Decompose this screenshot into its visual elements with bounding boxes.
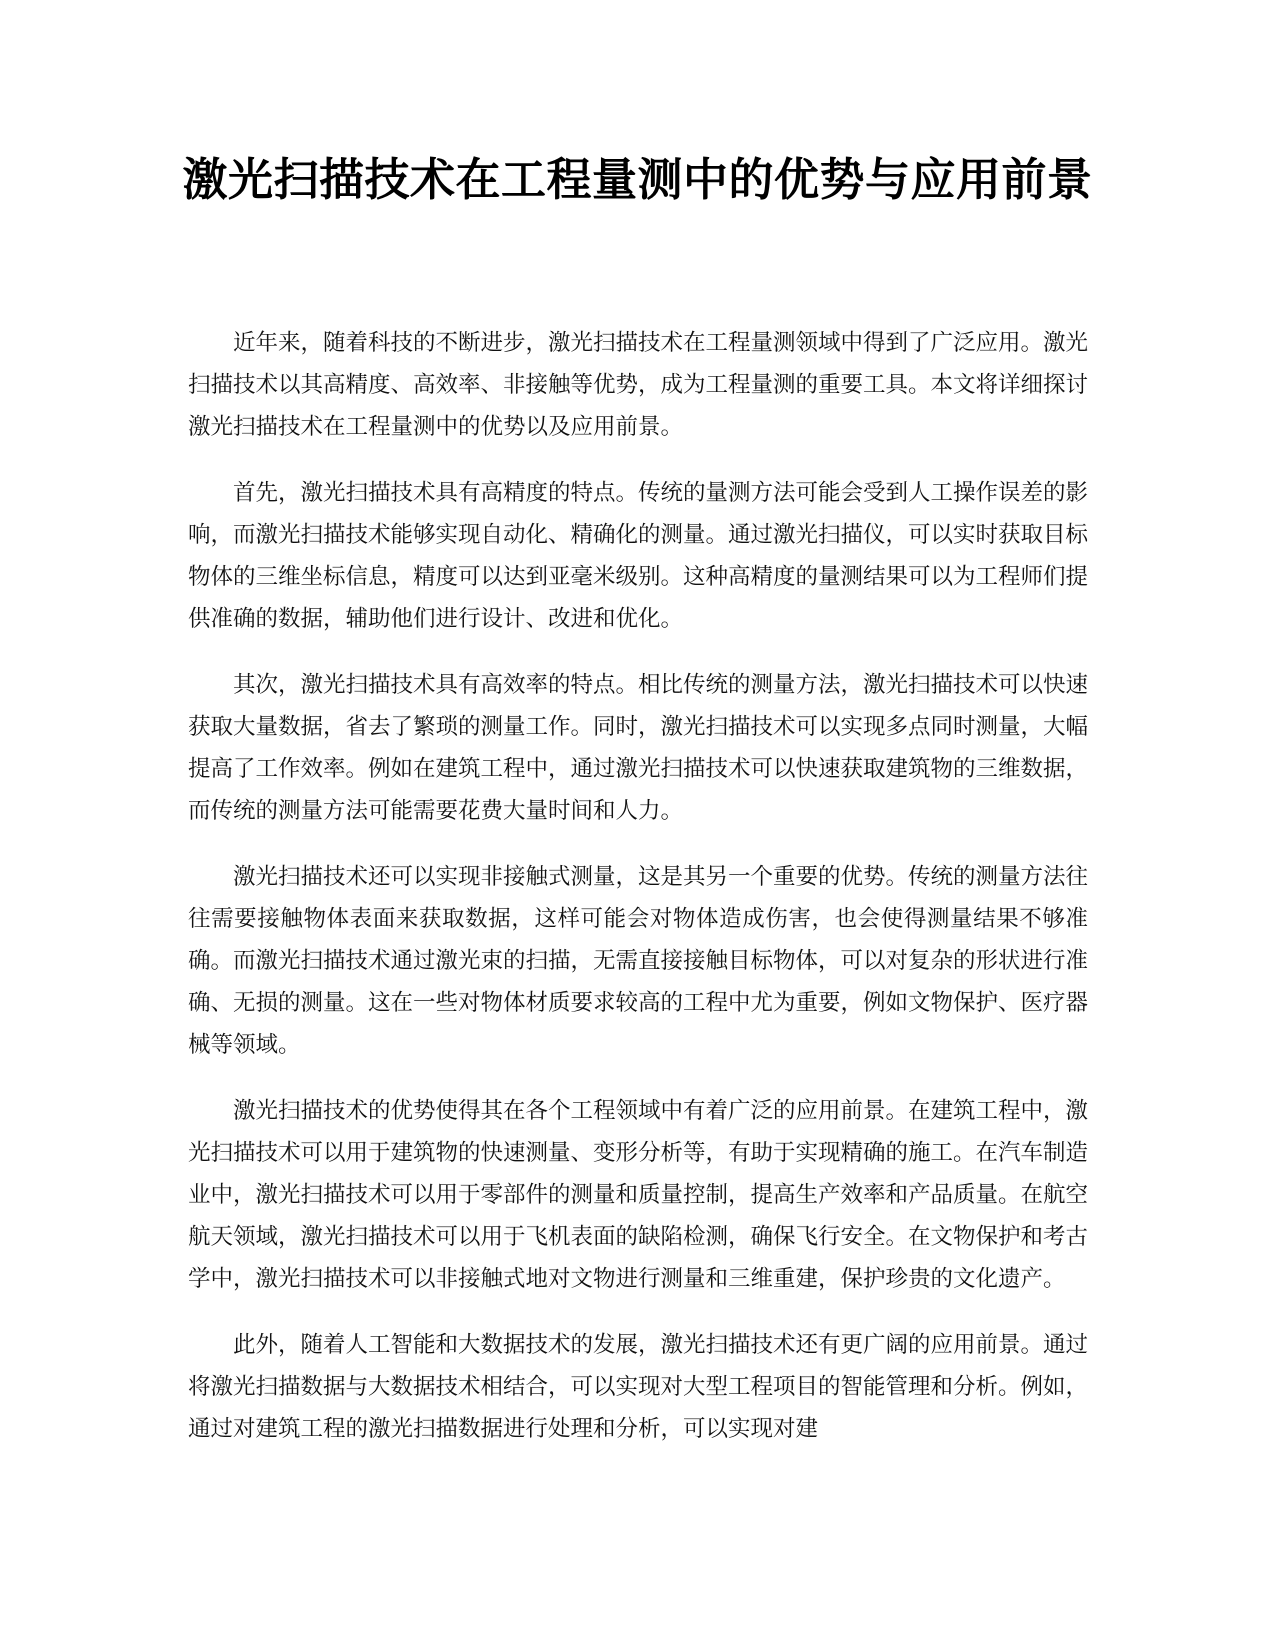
- paragraph-high-efficiency: 其次，激光扫描技术具有高效率的特点。相比传统的测量方法，激光扫描技术可以快速获取大量数据，省去了繁琐的测量工作。同时，激光扫描技术可以实现多点同时测量，大幅提高了工作效率。例如在建筑工程中，通过激光扫描技术可以快速获取建筑物的三维数据，而传统的测量方法可能需要花费大量时间和人力。: [188, 672, 1089, 824]
- paragraph-applications: 激光扫描技术的优势使得其在各个工程领域中有着广泛的应用前景。在建筑工程中，激光扫描技术可以用于建筑物的快速测量、变形分析等，有助于实现精确的施工。在汽车制造业中，激光扫描技术可以用于零部件的测量和质量控制，提高生产效率和产品质量。在航空航天领域，激光扫描技术可以用于飞机表面的缺陷检测，确保飞行安全。在文物保护和考古学中，激光扫描技术可以非接触式地对文物进行测量和三维重建，保护珍贵的文化遗产。: [188, 1098, 1089, 1292]
- paragraph-intro: 近年来，随着科技的不断进步，激光扫描技术在工程量测领域中得到了广泛应用。激光扫描技术以其高精度、高效率、非接触等优势，成为工程量测的重要工具。本文将详细探讨激光扫描技术在工程量测中的优势以及应用前景。: [188, 330, 1089, 440]
- document-body: [188, 322, 1088, 1474]
- paragraph-high-precision: 首先，激光扫描技术具有高精度的特点。传统的量测方法可能会受到人工操作误差的影响，而激光扫描技术能够实现自动化、精确化的测量。通过激光扫描仪，可以实时获取目标物体的三维坐标信息，精度可以达到亚毫米级别。这种高精度的量测结果可以为工程师们提供准确的数据，辅助他们进行设计、改进和优化。: [188, 480, 1089, 632]
- document-title: 激光扫描技术在工程量测中的优势与应用前景: [182, 153, 1093, 206]
- paragraph-non-contact: 激光扫描技术还可以实现非接触式测量，这是其另一个重要的优势。传统的测量方法往往需要接触物体表面来获取数据，这样可能会对物体造成伤害，也会使得测量结果不够准确。而激光扫描技术通过激光束的扫描，无需直接接触目标物体，可以对复杂的形状进行准确、无损的测量。这在一些对物体材质要求较高的工程中尤为重要，例如文物保护、医疗器械等领域。: [188, 864, 1089, 1058]
- paragraph-future-outlook: 此外，随着人工智能和大数据技术的发展，激光扫描技术还有更广阔的应用前景。通过将激光扫描数据与大数据技术相结合，可以实现对大型工程项目的智能管理和分析。例如，通过对建筑工程的激光扫描数据进行处理和分析，可以实现对建: [188, 1332, 1089, 1442]
